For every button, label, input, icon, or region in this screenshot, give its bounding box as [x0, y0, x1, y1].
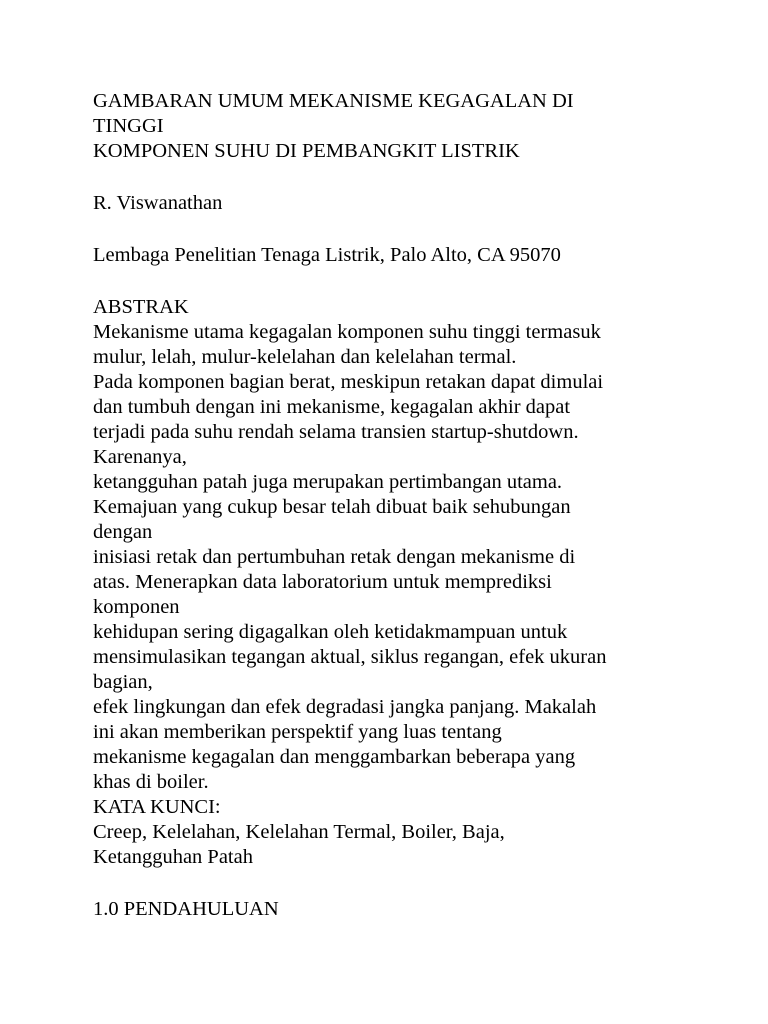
abstract-line: dengan	[93, 521, 153, 543]
abstract-line: ketangguhan patah juga merupakan pertimbangan utama.	[93, 471, 563, 493]
spacer	[93, 268, 713, 295]
keywords-line: Ketangguhan Patah	[93, 846, 253, 868]
document-body	[93, 89, 713, 922]
abstract-line: khas di boiler.	[93, 771, 209, 793]
title-line-1: GAMBARAN UMUM MEKANISME KEGAGALAN DI	[93, 90, 574, 112]
abstract-line: komponen	[93, 596, 180, 618]
abstract-line: kehidupan sering digagalkan oleh ketidakmampuan untuk	[93, 621, 568, 643]
abstract-line: inisiasi retak dan pertumbuhan retak dengan mekanisme di	[93, 546, 576, 568]
abstract-line: mekanisme kegagalan dan menggambarkan beberapa yang	[93, 746, 576, 768]
abstract-line: Karenanya,	[93, 446, 187, 468]
document-title	[93, 89, 713, 164]
author-name: R. Viswanathan	[93, 192, 223, 214]
abstract-line: Mekanisme utama kegagalan komponen suhu tinggi termasuk	[93, 321, 601, 343]
author-affiliation: Lembaga Penelitian Tenaga Listrik, Palo Alto, CA 95070	[93, 244, 561, 266]
abstract-line: efek lingkungan dan efek degradasi jangka panjang. Makalah	[93, 696, 597, 718]
keywords-heading: KATA KUNCI:	[93, 796, 221, 818]
abstract-line: mensimulasikan tegangan aktual, siklus regangan, efek ukuran	[93, 646, 607, 668]
keywords-line: Creep, Kelelahan, Kelelahan Termal, Boiler, Baja,	[93, 821, 505, 843]
section-heading: 1.0 PENDAHULUAN	[93, 898, 279, 920]
abstract-text	[93, 320, 713, 795]
spacer	[93, 216, 713, 243]
title-line-2: TINGGI	[93, 115, 164, 137]
abstract-heading: ABSTRAK	[93, 296, 189, 318]
abstract-line: atas. Menerapkan data laboratorium untuk memprediksi	[93, 571, 552, 593]
spacer	[93, 870, 713, 897]
title-line-3: KOMPONEN SUHU DI PEMBANGKIT LISTRIK	[93, 140, 520, 162]
abstract-line: terjadi pada suhu rendah selama transien startup-shutdown.	[93, 421, 579, 443]
keywords-text	[93, 820, 713, 870]
abstract-line: dan tumbuh dengan ini mekanisme, kegagalan akhir dapat	[93, 396, 571, 418]
spacer	[93, 164, 713, 191]
abstract-line: mulur, lelah, mulur-kelelahan dan kelelahan termal.	[93, 346, 517, 368]
abstract-line: Kemajuan yang cukup besar telah dibuat baik sehubungan	[93, 496, 571, 518]
abstract-line: bagian,	[93, 671, 153, 693]
abstract-line: ini akan memberikan perspektif yang luas tentang	[93, 721, 502, 743]
abstract-line: Pada komponen bagian berat, meskipun retakan dapat dimulai	[93, 371, 604, 393]
